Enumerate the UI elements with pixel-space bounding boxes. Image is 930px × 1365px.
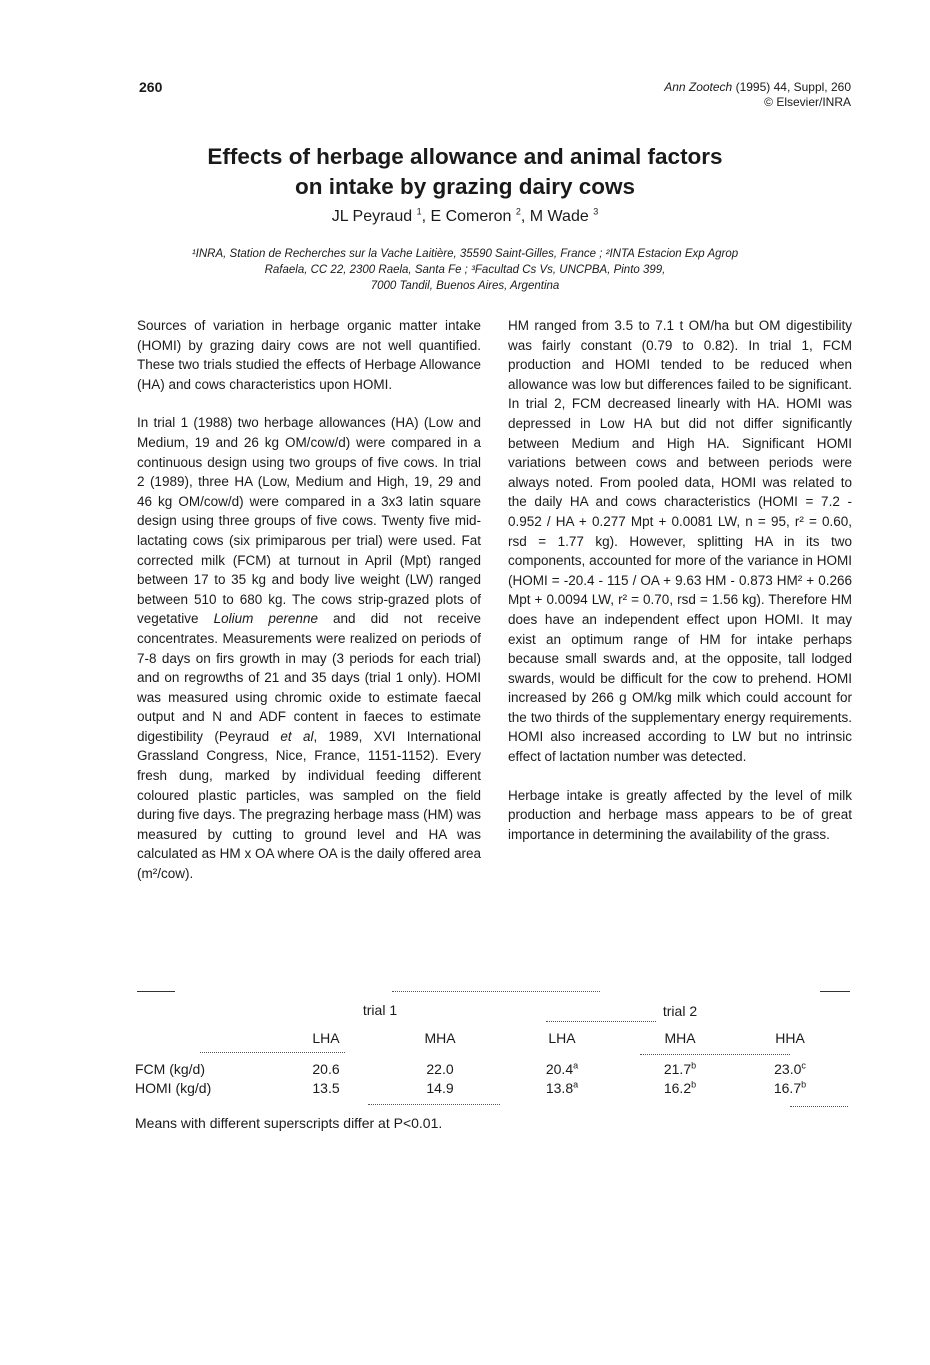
methods-text: , 1989, XVI International Grassland Congress, Nice, France, 1151-1152). Every fresh dung, marked by individual feeding different coloured plastic particles, was sampled on the field during five days. The pregrazing herbage mass (HM) was measured by cutting to ground level and HA was calculated as HM x OA where OA is the daily offered area (m²/cow). (137, 728, 481, 882)
right-column (508, 316, 852, 863)
journal-citation (664, 80, 851, 95)
table-cell: 14.9 (426, 1080, 454, 1096)
citation-et-al: et al (280, 728, 314, 744)
affiliations (0, 246, 930, 294)
table-cell: 20.6 (312, 1061, 340, 1077)
author-list: JL Peyraud $^1$, E Comeron $^2$, M Wade $^3$ (331, 206, 599, 225)
page-number: 260 (139, 79, 163, 95)
table-cell: 16.7$^b$ (773, 1079, 807, 1096)
species-name: Lolium perenne (213, 611, 318, 627)
methods-text: In trial 1 (1988) two herbage allowances (HA) (Low and Medium, 19 and 26 kg OM/cow/d) were compared in a continuous design using two groups of five cows. In trial 2 (1989), three HA (Low, Medium and High, 19, 29 and 46 kg OM/cow/d) were compared in a 3x3 latin square design using three groups of five cows. Twenty five mid-lactating cows (six primiparous per trial) were used. Fat corrected milk (FCM) at turnout in April (Mpt) ranged between 17 to 35 kg and body live weight (LW) ranged between 510 to 680 kg. The cows strip-grazed plots of vegetative (137, 415, 481, 627)
table-cell: 13.5 (312, 1080, 340, 1096)
paragraph-introduction: Sources of variation in herbage organic matter intake (HOMI) by grazing dairy cows are not well quantified. These two trials studied the effects of Herbage Allowance (HA) and cows characteristics upon HOMI. (137, 318, 481, 392)
table-cell: 21.7$^b$ (663, 1060, 697, 1077)
copyright: © Elsevier/INRA (764, 95, 851, 109)
row-label: FCM (kg/d) (135, 1061, 205, 1077)
affiliation-line: 7000 Tandil, Buenos Aires, Argentina (370, 280, 560, 292)
journal-reference (664, 80, 851, 110)
table-cell: 16.2$^b$ (663, 1079, 697, 1096)
column-header: LHA (548, 1030, 576, 1046)
table-rule (546, 1021, 656, 1022)
paragraph-conclusion: Herbage intake is greatly affected by the level of milk production and herbage mass appears to be of great importance in determining the availability of the grass. (508, 787, 852, 842)
author-affiliation-mark: 1 (416, 206, 422, 217)
table-cell: 23.0$^c$ (774, 1060, 806, 1077)
table-rule (368, 1104, 500, 1105)
affiliation-line: ¹INRA, Station de Recherches sur la Vache Laitière, 35590 Saint-Gilles, France ; ²INTA Estacion Exp Agrop (191, 248, 739, 260)
journal-name: Ann Zootech (664, 80, 733, 94)
author-name: E Comeron (430, 208, 512, 225)
table-rule (392, 991, 600, 992)
row-label: HOMI (kg/d) (135, 1080, 212, 1096)
table-footnote: Means with different superscripts differ at P<0.01. (135, 1115, 443, 1131)
paper-title (0, 142, 930, 202)
journal-details: (1995) 44, Suppl, 260 (735, 80, 851, 94)
title-line-1: Effects of herbage allowance and animal factors (207, 144, 723, 169)
author-affiliation-mark: 3 (593, 206, 599, 217)
column-header: MHA (664, 1030, 696, 1046)
table-rule (200, 1052, 345, 1053)
table-rule (137, 991, 175, 992)
paragraph-methods (137, 413, 481, 883)
methods-text: and did not receive concentrates. Measurements were realized on periods of 7-8 days on firs growth in may (3 periods for each trial) and on regrowths of 21 and 35 days (trial 1 only). HOMI was measured using chromic oxide to estimate faecal output and N and ADF content in faeces to estimate digestibility (Peyraud (137, 611, 481, 744)
paragraph-results: HM ranged from 3.5 to 7.1 t OM/ha but OM digestibility was fairly constant (0.79 to 0.82). In trial 1, FCM production and HOMI tended to be reduced when allowance was low but differences failed to be significant. In trial 2, FCM decreased linearly with HA. HOMI was depressed in Low HA but did not differ significantly between Medium and High HA. Significant HOMI variations between cows and between periods were always noted. From pooled data, HOMI was related to the daily HA and cows characteristics (HOMI = 7.2 - 0.952 / HA + 0.277 Mpt + 0.0081 LW, n = 95, r² = 0.60, rsd = 1.77 kg). However, splitting HA in its two components, accounted for more of the variance in HOMI (HOMI = -20.4 - 115 / OA + 9.63 HM - 0.873 HM² + 0.266 Mpt + 0.0094 LW, r² = 0.70, rsd = 1.56 kg). Therefore HM does have an independent effect upon HOMI. It may exist an optimum range of HM for intake perhaps because small swards and, at the opposite, tall lodged swards, would be difficult for the cow to prehend. HOMI increased by 266 g OM/kg milk which could account for the two thirds of the supplementary energy requirements. HOMI also increased according to LW but no intrinsic effect of lactation number was detected. (508, 318, 852, 765)
left-column (137, 316, 481, 903)
column-header: LHA (312, 1030, 340, 1046)
table-cell: 22.0 (426, 1061, 454, 1077)
trial-1-header: trial 1 (362, 1002, 398, 1018)
table-cell: 13.8$^a$ (545, 1079, 579, 1096)
column-header: MHA (424, 1030, 456, 1046)
title-line-2: on intake by grazing dairy cows (294, 174, 636, 199)
affiliation-line: Rafaela, CC 22, 2300 Raela, Santa Fe ; ³Facultad Cs Vs, UNCPBA, Pinto 399, (264, 264, 666, 276)
table-rule (790, 1106, 848, 1107)
author-name: M Wade (529, 208, 589, 225)
author-affiliation-mark: 2 (515, 206, 521, 217)
author-name: JL Peyraud (331, 208, 413, 225)
column-header: HHA (775, 1030, 805, 1046)
trial-2-header: trial 2 (662, 1003, 698, 1019)
table-rule (640, 1054, 790, 1055)
table-cell: 20.4$^a$ (545, 1060, 579, 1077)
table-rule (820, 991, 850, 992)
